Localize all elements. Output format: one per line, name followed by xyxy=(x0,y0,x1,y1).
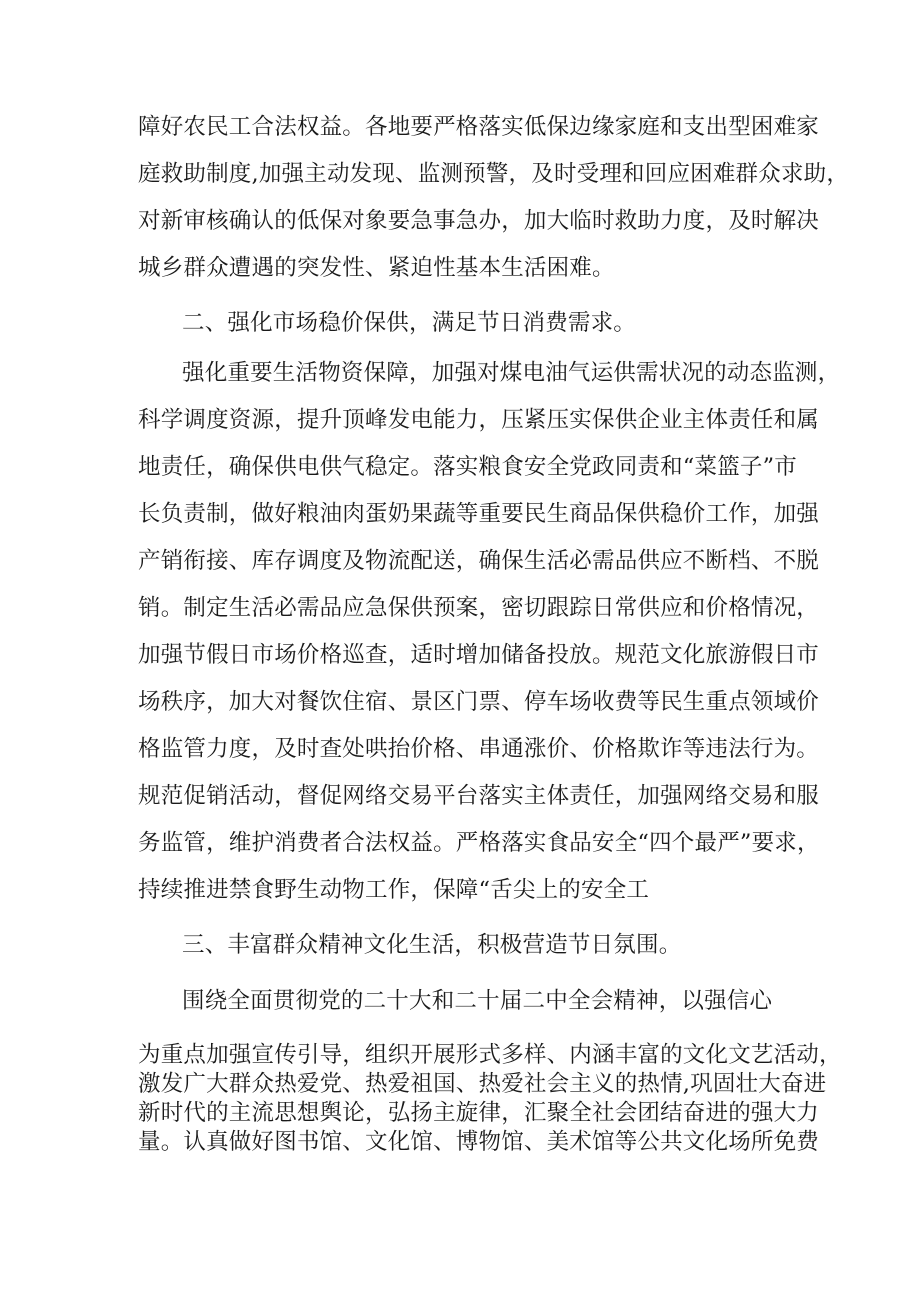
text-line: 围绕全面贯彻党的二十大和二十届二中全会精神，以强信心 xyxy=(182,988,773,1014)
section-heading-2: 二、强化市场稳价保供，满足节日消费需求。 xyxy=(182,310,637,336)
text-line: 场秩序，加大对餐饮住宿、景区门票、停车场收费等民生重点领域价 xyxy=(138,689,820,715)
text-line: 量。认真做好图书馆、文化馆、博物馆、美术馆等公共文化场所免费 xyxy=(138,1129,820,1155)
text-line: 强化重要生活物资保障，加强对煤电油气运供需状况的动态监测， xyxy=(182,360,841,386)
text-line: 地责任，确保供电供气稳定。落实粮食安全党政同责和“菜篮子”市 xyxy=(138,454,798,480)
text-line: 规范促销活动，督促网络交易平台落实主体责任，加强网络交易和服 xyxy=(138,783,820,809)
text-line: 对新审核确认的低保对象要急事急办，加大临时救助力度，及时解决 xyxy=(138,208,820,234)
text-line: 为重点加强宣传引导，组织开展形式多样、内涵丰富的文化文艺活动， xyxy=(138,1042,842,1068)
text-line: 产销衔接、库存调度及物流配送，确保生活必需品供应不断档、不脱 xyxy=(138,548,820,574)
text-line: 持续推进禁食野生动物工作，保障“舌尖上的安全工 xyxy=(138,877,650,903)
text-line: 销。制定生活必需品应急保供预案，密切跟踪日常供应和价格情况， xyxy=(138,595,820,621)
text-line: 格监管力度，及时查处哄抬价格、串通涨价、价格欺诈等违法行为。 xyxy=(138,736,820,762)
text-line: 新时代的主流思想舆论，弘扬主旋律，汇聚全社会团结奋进的强大力 xyxy=(138,1100,820,1126)
text-line: 加强节假日市场价格巡查，适时增加储备投放。规范文化旅游假日市 xyxy=(138,642,820,668)
section-heading-3: 三、丰富群众精神文化生活，积极营造节日氛围。 xyxy=(182,932,682,958)
text-line: 长负责制，做好粮油肉蛋奶果蔬等重要民生商品保供稳价工作，加强 xyxy=(138,501,820,527)
text-line: 庭救助制度,加强主动发现、监测预警，及时受理和回应困难群众求助， xyxy=(138,161,850,187)
text-line: 城乡群众遭遇的突发性、紧迫性基本生活困难。 xyxy=(138,255,615,281)
text-line: 科学调度资源，提升顶峰发电能力，压紧压实保供企业主体责任和属 xyxy=(138,407,820,433)
text-line: 务监管，维护消费者合法权益。严格落实食品安全“四个最严”要求， xyxy=(138,830,820,856)
text-line: 障好农民工合法权益。各地要严格落实低保边缘家庭和支出型困难家 xyxy=(138,114,820,140)
text-line: 激发广大群众热爱党、热爱祖国、热爱社会主义的热情,巩固壮大奋进 xyxy=(138,1071,827,1097)
